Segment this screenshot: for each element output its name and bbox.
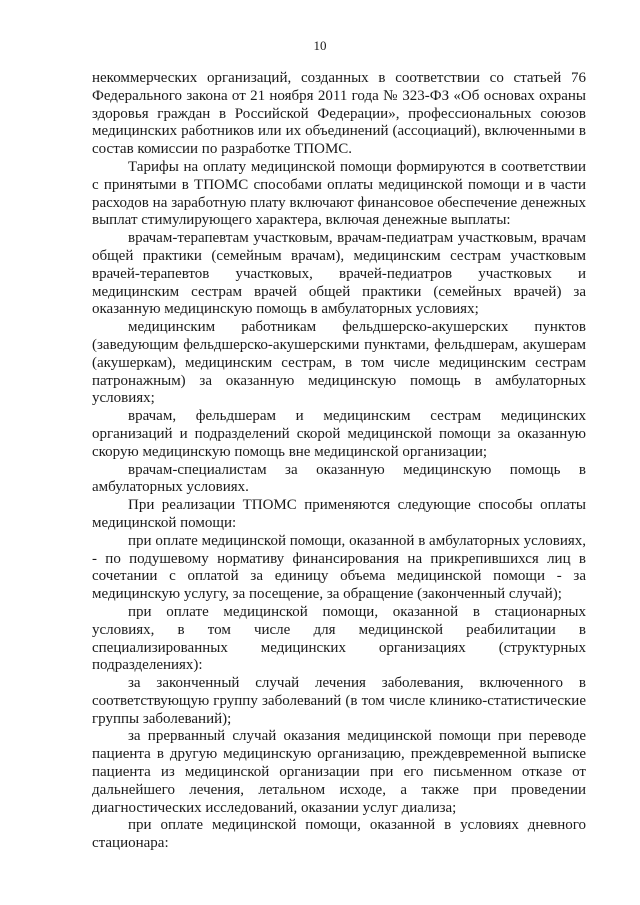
- paragraph: при оплате медицинской помощи, оказанной в условиях дневного стационара:: [92, 817, 586, 852]
- paragraph: врачам-специалистам за оказанную медицинскую помощь в амбулаторных условиях.: [92, 461, 586, 496]
- paragraph: при оплате медицинской помощи, оказанной в амбулаторных условиях, - по подушевому нормативу финансирования на прикрепившихся лиц в сочетании с оплатой за единицу объема медицинской помощи - за медицинскую услугу, за посещение, за обращение (законченный случай);: [92, 532, 586, 603]
- paragraph: за законченный случай лечения заболевания, включенного в соответствующую группу заболеваний (в том числе клинико-статистические группы заболеваний);: [92, 675, 586, 727]
- paragraph: Тарифы на оплату медицинской помощи формируются в соответствии с принятыми в ТПОМС способами оплаты медицинской помощи и в части расходов на заработную плату включают финансовое обеспечение денежных выплат стимулирующего характера, включая денежные выплаты:: [92, 158, 586, 229]
- paragraph: при оплате медицинской помощи, оказанной в стационарных условиях, в том числе для медицинской реабилитации в специализированных медицинских организациях (структурных подразделениях):: [92, 603, 586, 674]
- paragraph: врачам-терапевтам участковым, врачам-педиатрам участковым, врачам общей практики (семейным врачам), медицинским сестрам участковым врачей-терапевтов участковых, врачей-педиатров участковых и медицинским сестрам врачей общей практики (семейных врачей) за оказанную медицинскую помощь в амбулаторных условиях;: [92, 230, 586, 318]
- paragraph: При реализации ТПОМС применяются следующие способы оплаты медицинской помощи:: [92, 497, 586, 531]
- paragraph: врачам, фельдшерам и медицинским сестрам медицинских организаций и подразделений скорой медицинской помощи за оказанную скорую медицинскую помощь вне медицинской организации;: [92, 408, 586, 460]
- paragraph: за прерванный случай оказания медицинской помощи при переводе пациента в другую медицинскую организацию, преждевременной выписке пациента из медицинской организации при его письменном отказе от дальнейшего лечения, летальном исходе, а также при проведении диагностических исследований, оказании услуг диализа;: [92, 728, 586, 816]
- page-number: 10: [313, 38, 327, 53]
- document-body: [92, 70, 586, 853]
- paragraph: медицинским работникам фельдшерско-акушерских пунктов (заведующим фельдшерско-акушерскими пунктами, фельдшерам, акушерам (акушеркам), медицинским сестрам, в том числе медицинским сестрам патронажным) за оказанную медицинскую помощь в амбулаторных условиях;: [92, 319, 586, 407]
- paragraph: некоммерческих организаций, созданных в соответствии со статьей 76 Федерального закона от 21 ноября 2011 года № 323-ФЗ «Об основах охраны здоровья граждан в Российской Федерации», профессиональных союзов медицинских работников или их объединений (ассоциаций), включенными в состав комиссии по разработке ТПОМС.: [92, 70, 586, 158]
